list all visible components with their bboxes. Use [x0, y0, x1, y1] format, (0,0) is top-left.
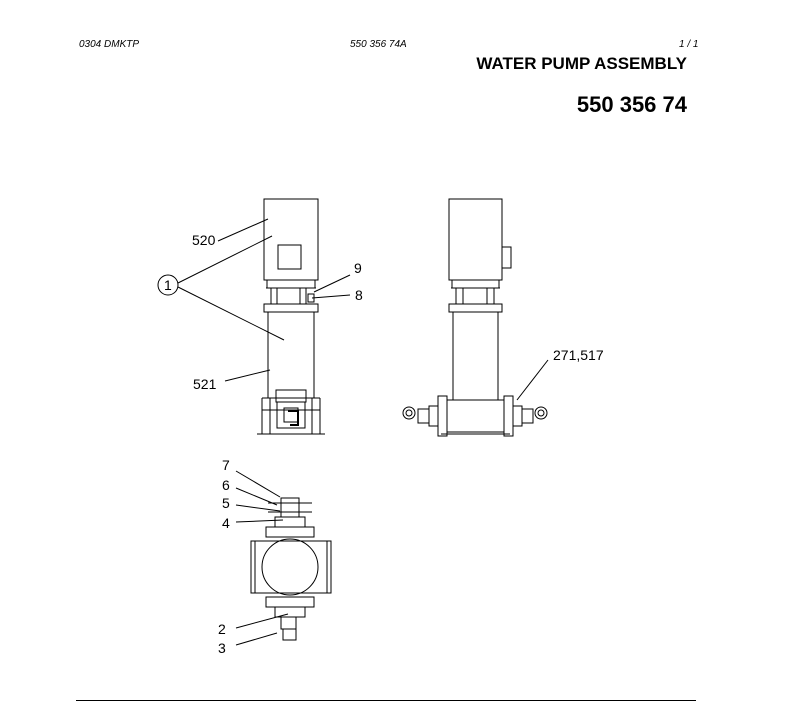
- callout-271-517: 271,517: [553, 347, 604, 363]
- callout-7: 7: [222, 457, 230, 473]
- drawing-reference: 550 356 74A: [350, 39, 407, 50]
- callout-6: 6: [222, 477, 230, 493]
- callout-521: 521: [193, 376, 217, 392]
- pump-top-view: [251, 498, 331, 640]
- page-title: WATER PUMP ASSEMBLY: [476, 54, 687, 73]
- page-number: 1 / 1: [679, 39, 699, 50]
- callout-520: 520: [192, 232, 216, 248]
- pump-side-view: [403, 199, 547, 436]
- callout-3: 3: [218, 640, 226, 656]
- callout-2: 2: [218, 621, 226, 637]
- part-number: 550 356 74: [576, 92, 687, 117]
- bottom-rule: [76, 700, 696, 701]
- callout-9: 9: [354, 260, 362, 276]
- callout-1: 1: [164, 277, 172, 293]
- pump-front-view: [257, 199, 325, 434]
- callout-5: 5: [222, 495, 230, 511]
- callout-8: 8: [355, 287, 363, 303]
- callout-4: 4: [222, 515, 230, 531]
- document-code: 0304 DMKTP: [79, 39, 140, 50]
